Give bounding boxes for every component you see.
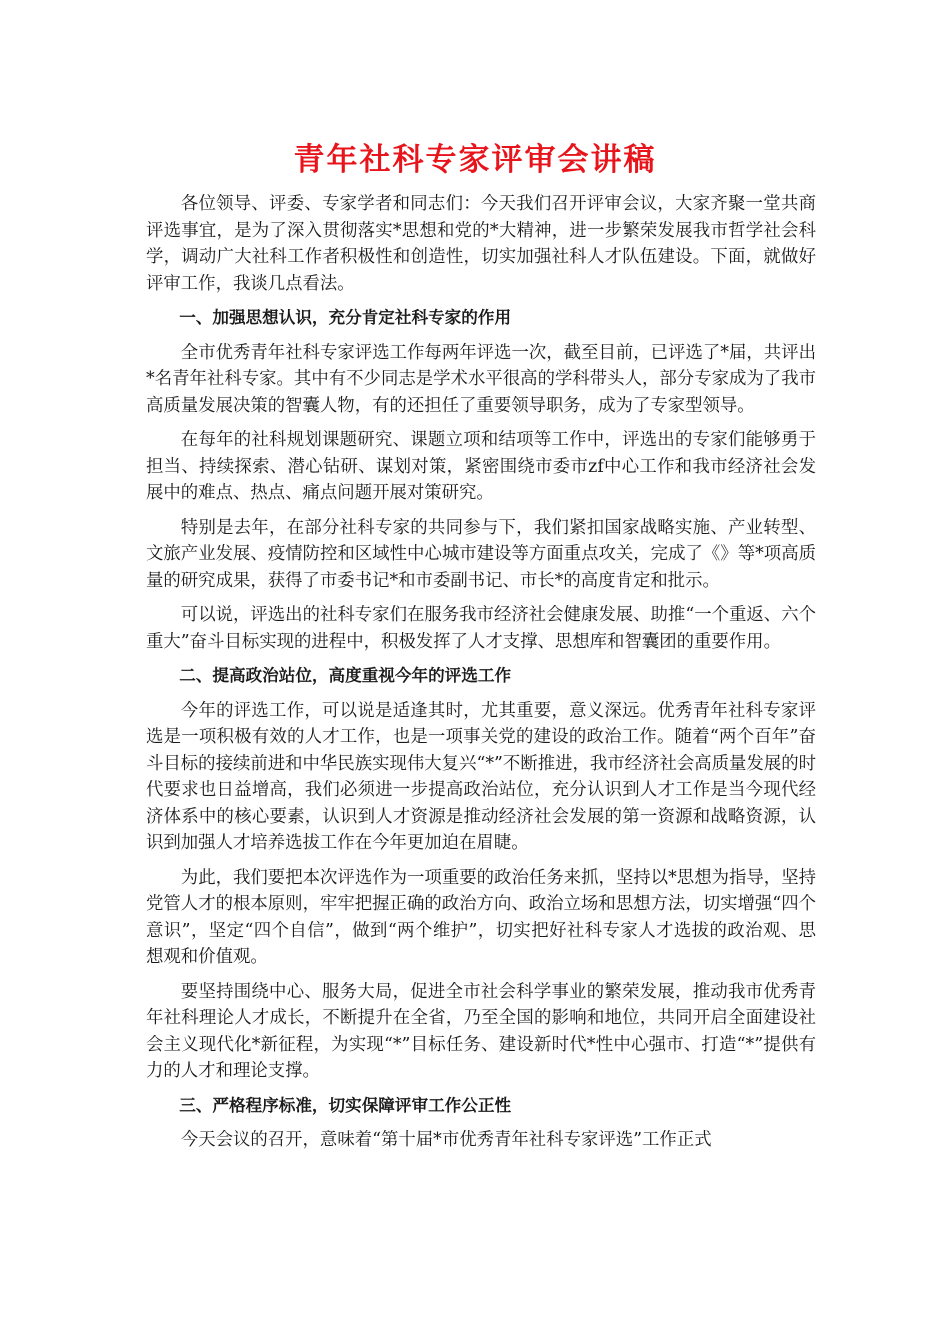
document-body [146,191,816,1162]
paragraph: 全市优秀青年社科专家评选工作每两年评选一次，截至目前，已评选了*届，共评出*名青年社科专家。其中有不少同志是学术水平很高的学科带头人，部分专家成为了我市高质量发展决策的智囊人物，有的还担任了重要领导职务，成为了专家型领导。 [146,342,816,416]
paragraph: 可以说，评选出的社科专家们在服务我市经济社会健康发展、助推“一个重返、六个重大”奋斗目标实现的进程中，积极发挥了人才支撑、思想库和智囊团的重要作用。 [146,605,816,652]
paragraph: 要坚持围绕中心、服务大局，促进全市社会科学事业的繁荣发展，推动我市优秀青年社科理论人才成长，不断提升在全省，乃至全国的影响和地位，共同开启全面建设社会主义现代化*新征程，为实现“*”目标任务、建设新时代*性中心强市、打造“*”提供有力的人才和理论支撑。 [146,981,816,1081]
section-heading-3: 三、严格程序标准，切实保障评审工作公正性 [179,1095,512,1115]
section-heading-1: 一、加强思想认识，充分肯定社科专家的作用 [179,308,512,327]
paragraph: 在每年的社科规划课题研究、课题立项和结项等工作中，评选出的专家们能够勇于担当、持续探索、潜心钻研、谋划对策，紧密围绕市委市zf中心工作和我市经济社会发展中的难点、热点、痛点问题开展对策研究。 [146,430,816,503]
paragraph: 今天会议的召开，意味着“第十届*市优秀青年社科专家评选”工作正式 [180,1130,712,1150]
paragraph: 为此，我们要把本次评选作为一项重要的政治任务来抓，坚持以*思想为指导，坚持党管人才的根本原则，牢牢把握正确的政治方向、政治立场和思想方法，切实增强“四个意识”，坚定“四个自信”，做到“两个维护”，切实把好社科专家人才选拔的政治观、思想观和价值观。 [146,867,816,967]
paragraph: 今年的评选工作，可以说是适逢其时，尤其重要，意义深远。优秀青年社科专家评选是一项积极有效的人才工作，也是一项事关党的建设的政治工作。随着“两个百年”奋斗目标的接续前进和中华民族实现伟大复兴“*”不断推进，我市经济社会高质量发展的时代要求也日益增高，我们必须进一步提高政治站位，充分认识到人才工作是当今现代经济体系中的核心要素，认识到人才资源是推动经济社会发展的第一资源和战略资源，认识到加强人才培养选拔工作在今年更加迫在眉睫。 [146,700,816,853]
paragraph-opening: 各位领导、评委、专家学者和同志们：今天我们召开评审会议，大家齐聚一堂共商评选事宜，是为了深入贯彻落实*思想和党的*大精神，进一步繁荣发展我市哲学社会科学，调动广大社科工作者积极性和创造性，切实加强社科人才队伍建设。下面，就做好评审工作，我谈几点看法。 [146,194,816,294]
section-heading-2: 二、提高政治站位，高度重视今年的评选工作 [179,666,512,685]
document-title: 青年社科专家评审会讲稿 [293,142,657,178]
paragraph: 特别是去年，在部分社科专家的共同参与下，我们紧扣国家战略实施、产业转型、文旅产业发展、疫情防控和区域性中心城市建设等方面重点攻关，完成了《》等*项高质量的研究成果，获得了市委书记*和市委副书记、市长*的高度肯定和批示。 [146,517,816,591]
